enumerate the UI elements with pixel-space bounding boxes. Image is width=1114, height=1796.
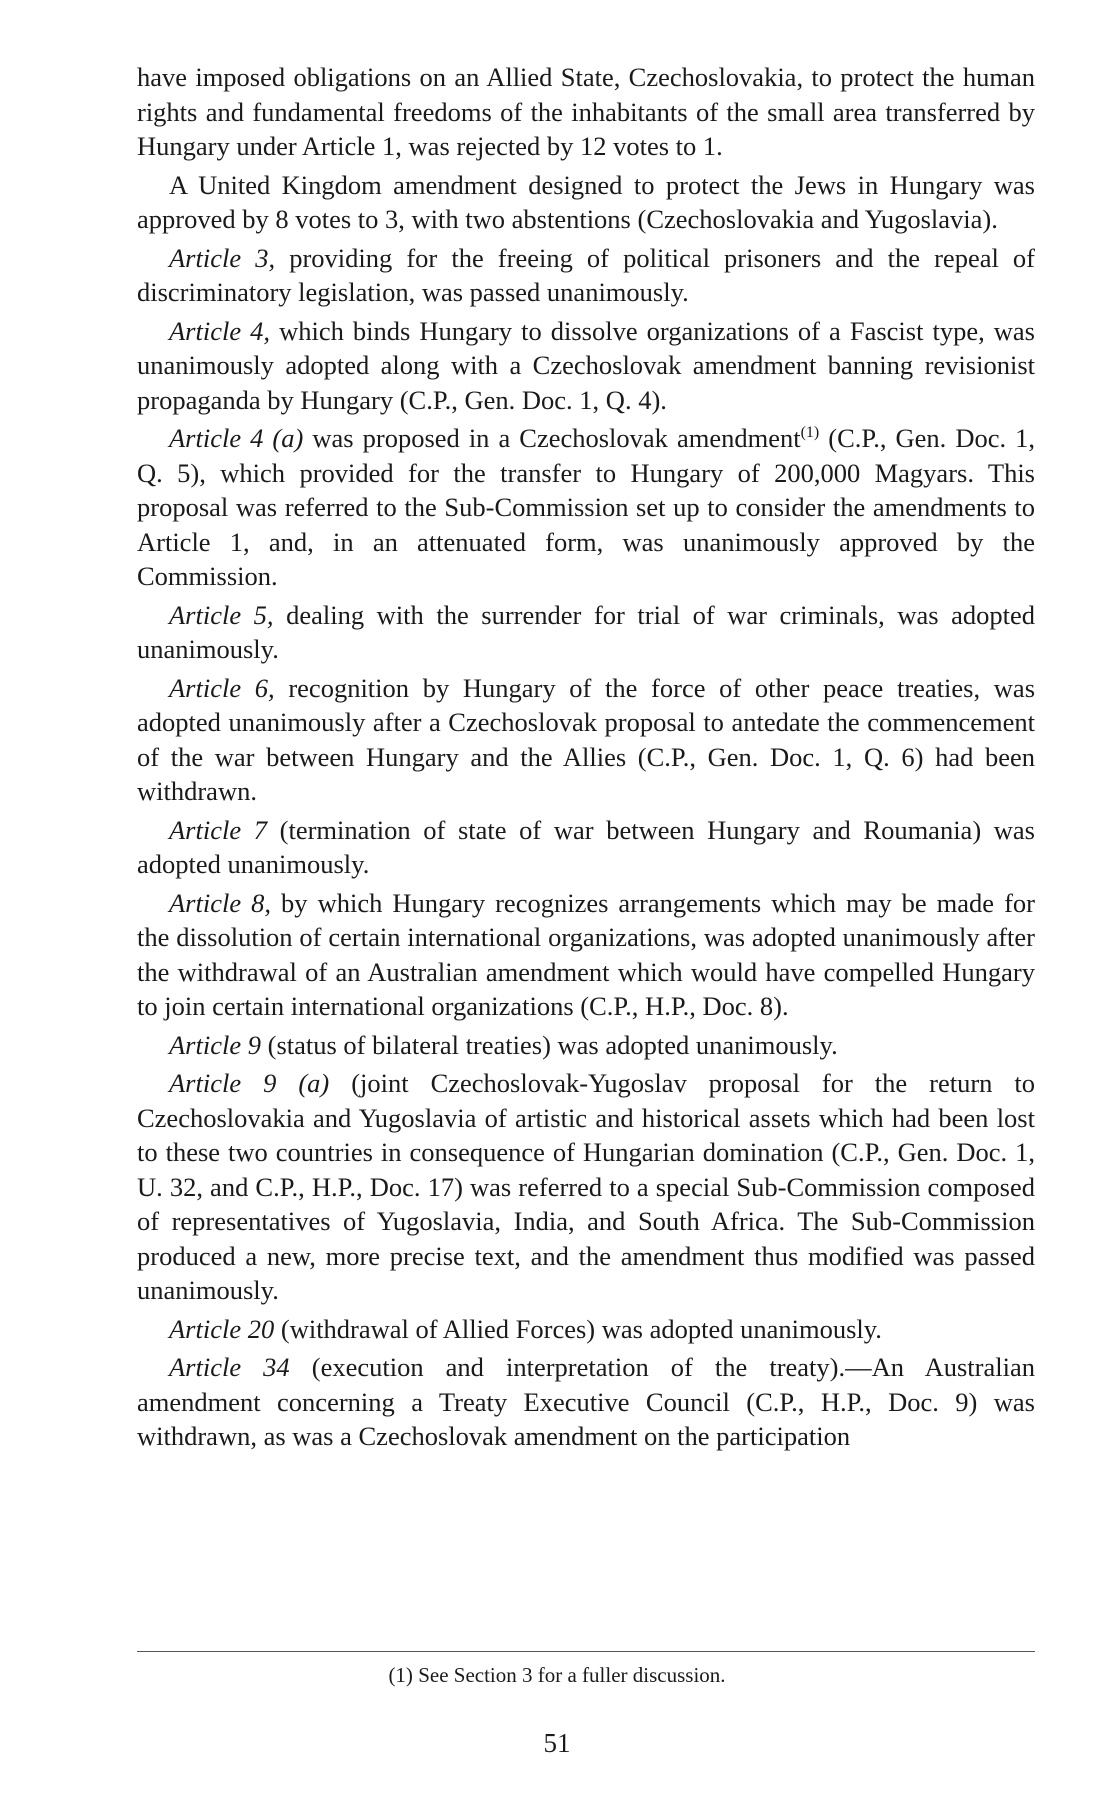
footnote-text: See Section 3 for a fuller discussion. [412,1663,726,1687]
paragraph-text: (withdrawal of Allied Forces) was adopted unanimously. [274,1313,882,1344]
paragraph-article-3 [137,241,1035,310]
paragraph-text: (C.P., Gen. Doc. 1, Q. 5), which provided for the transfer to Hungary of 200,000 Magyars. This proposal was referred to the Sub-Commission set up to consider the amendments to Article 1, and, in an attenuated form, was unanimously approved by the Commission. [137,423,1036,591]
article-heading: Article 9 [169,1029,261,1060]
paragraph-uk-amendment [137,168,1035,237]
document-body [137,60,1035,1458]
paragraph-text: (termination of state of war between Hungary and Roumania) was adopted unanimously. [137,814,1035,879]
article-heading: Article 20 [169,1313,275,1344]
footnote-divider [137,1651,1035,1652]
footnote-marker: (1) [388,1663,413,1687]
article-heading: Article 7 [169,814,267,845]
article-heading: Article 34 [169,1352,290,1382]
paragraph-text: (joint Czechoslovak-Yugoslav proposal for the return to Czechoslovakia and Yugoslavia of artistic and historical assets which had been lost to these two countries in consequence of Hungarian domination (C.P., Gen. Doc. 1, U. 32, and C.P., H.P., Doc. 17) was referred to a special Sub-Commission composed of representatives of Yugoslavia, India, and South Africa. The Sub-Commission produced a new, more precise text, and the amendment thus modified was passed unanimously. [137,1068,1035,1305]
paragraph-article-9 [137,1028,1035,1063]
paragraph-text: providing for the freeing of political prisoners and the repeal of discriminatory legislation, was passed unanimously. [137,242,1035,307]
paragraph-text: A United Kingdom amendment designed to protect the Jews in Hungary was approved by 8 votes to 3, with two abstentions (Czechoslovakia and Yugoslavia). [137,169,1035,234]
article-heading: Article 4, [169,315,271,346]
paragraph-article-9a [137,1066,1035,1308]
footnote [0,1662,1114,1688]
paragraph-article-6 [137,671,1035,809]
paragraph-article-8 [137,886,1035,1024]
paragraph-text: have imposed obligations on an Allied State, Czechoslovakia, to protect the human rights and fundamental freedoms of the inhabitants of the small area transferred by Hungary under Article 1, was rejected by 12 votes to 1. [137,62,1035,161]
paragraph-continuation [137,60,1035,164]
paragraph-text: recognition by Hungary of the force of other peace treaties, was adopted unanimously after a Czechoslovak proposal to antedate the commencement of the war between Hungary and the Allies (C.P., Gen. Doc. 1, Q. 6) had been withdrawn. [137,672,1036,806]
article-heading: Article 3, [169,242,276,273]
paragraph-text: dealing with the surrender for trial of war criminals, was adopted unanimously. [137,599,1035,664]
article-heading: Article 8, [169,887,272,918]
paragraph-article-5 [137,598,1035,667]
article-heading: Article 4 (a) [169,423,304,453]
paragraph-article-20 [137,1312,1035,1347]
paragraph-text: was proposed in a Czechoslovak amendment [303,423,801,453]
paragraph-article-4a [137,421,1035,594]
paragraph-text: which binds Hungary to dissolve organizations of a Fascist type, was unanimously adopted along with a Czechoslovak amendment banning revisionist propaganda by Hungary (C.P., Gen. Doc. 1, Q. 4). [137,315,1035,415]
footnote-reference: (1) [800,424,820,442]
paragraph-text: by which Hungary recognizes arrangements which may be made for the dissolution of certain international organizations, was adopted unanimously after the withdrawal of an Australian amendment which would have compelled Hungary to join certain international organizations (C.P., H.P., Doc. 8). [137,887,1035,1021]
article-heading: Article 9 (a) [169,1068,330,1098]
paragraph-article-4 [137,314,1035,418]
paragraph-article-7 [137,813,1035,882]
page-number: 51 [543,1728,571,1758]
paragraph-article-34 [137,1350,1035,1454]
paragraph-text: (execution and interpretation of the treaty).—An Australian amendment concerning a Treaty Executive Council (C.P., H.P., Doc. 9) was withdrawn, as was a Czechoslovak amendment on the participation [137,1352,1035,1451]
article-heading: Article 6, [169,672,275,703]
paragraph-text: (status of bilateral treaties) was adopted unanimously. [261,1029,838,1060]
article-heading: Article 5, [169,599,274,630]
